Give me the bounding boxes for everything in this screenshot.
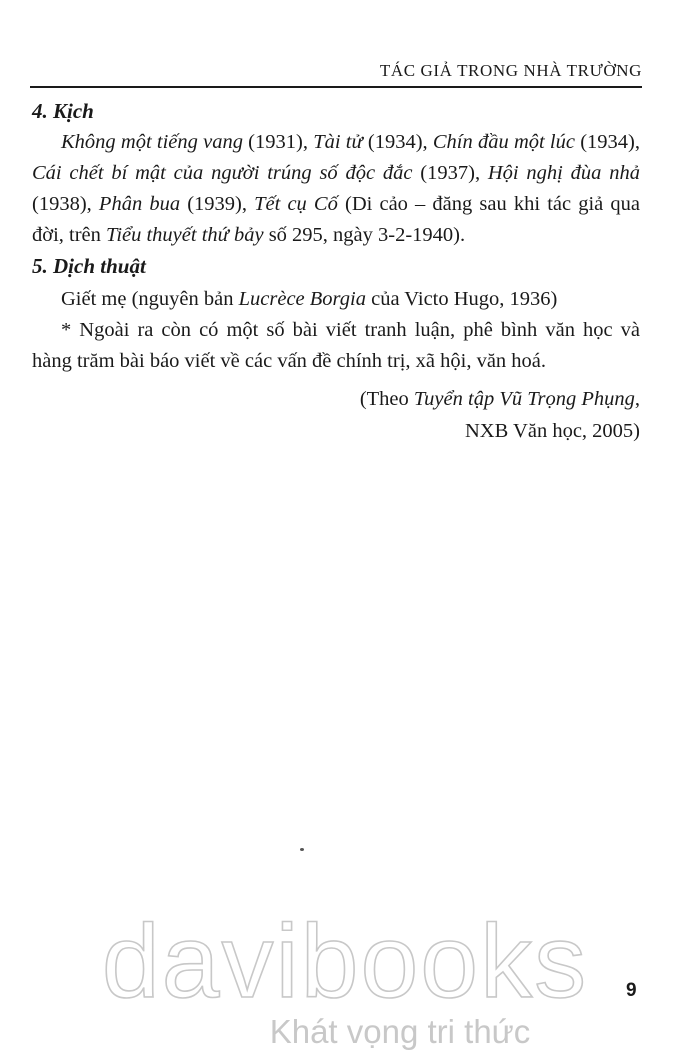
section-paragraph-kich — [32, 127, 640, 251]
italic-title-run: Tuyển tập Vũ Trọng Phụng — [413, 388, 635, 410]
text-run: (1937), — [412, 162, 488, 184]
text-run: (1931), — [242, 131, 314, 153]
text-run: (1939), — [180, 193, 255, 215]
text-run: , — [634, 388, 640, 410]
attribution — [32, 383, 640, 447]
running-header — [30, 58, 642, 88]
italic-title-run: Không một tiếng vang — [61, 131, 243, 153]
text-run: (1934), — [362, 131, 433, 153]
italic-title-run: Lucrèce Borgia — [238, 288, 366, 310]
text-run: (1934), — [574, 131, 640, 153]
watermark-tagline: Khát vọng tri thức — [269, 1013, 531, 1050]
italic-title-run: Phân bua — [98, 193, 181, 215]
italic-title-run: Tiểu thuyết thứ bảy — [106, 224, 264, 246]
running-header-title: TÁC GIẢ TRONG NHÀ TRƯỜNG — [379, 61, 642, 80]
text-run: số 295, ngày 3-2-1940). — [263, 224, 466, 246]
page-content — [32, 96, 640, 447]
text-run: (1938), — [32, 193, 99, 215]
watermark — [0, 905, 700, 1055]
section-heading-kich: 4. Kịch — [32, 99, 94, 123]
watermark-brand: davibooks — [101, 905, 589, 1020]
note-paragraph: * Ngoài ra còn có một số bài viết tranh luận, phê bình văn học và hàng trăm bài báo viết về các vấn đề chính trị, xã hội, văn hoá. — [32, 319, 640, 372]
attribution-line-1 — [32, 383, 640, 415]
page-number: 9 — [626, 980, 637, 1001]
italic-title-run: Chín đầu một lúc — [432, 131, 575, 153]
section-heading-dich-thuat: 5. Dịch thuật — [32, 254, 146, 278]
italic-title-run: Tài tử — [313, 131, 363, 153]
text-run: của Victo Hugo, 1936) — [365, 288, 558, 310]
italic-title-run: Cái chết bí mật của người trúng số độc đắc — [32, 162, 413, 184]
ink-speck — [300, 848, 304, 851]
text-run: Giết mẹ (nguyên bản — [61, 288, 239, 310]
italic-title-run: Tết cụ Cố — [254, 193, 338, 215]
text-run: (Theo — [359, 388, 414, 410]
italic-title-run: Hội nghị đùa nhả — [487, 162, 640, 184]
text-run: (Di cảo – đăng sau khi tác giả qua đời, trên — [32, 193, 641, 246]
attribution-line-2: NXB Văn học, 2005) — [465, 420, 640, 442]
section-paragraph-dich-thuat — [32, 284, 640, 315]
